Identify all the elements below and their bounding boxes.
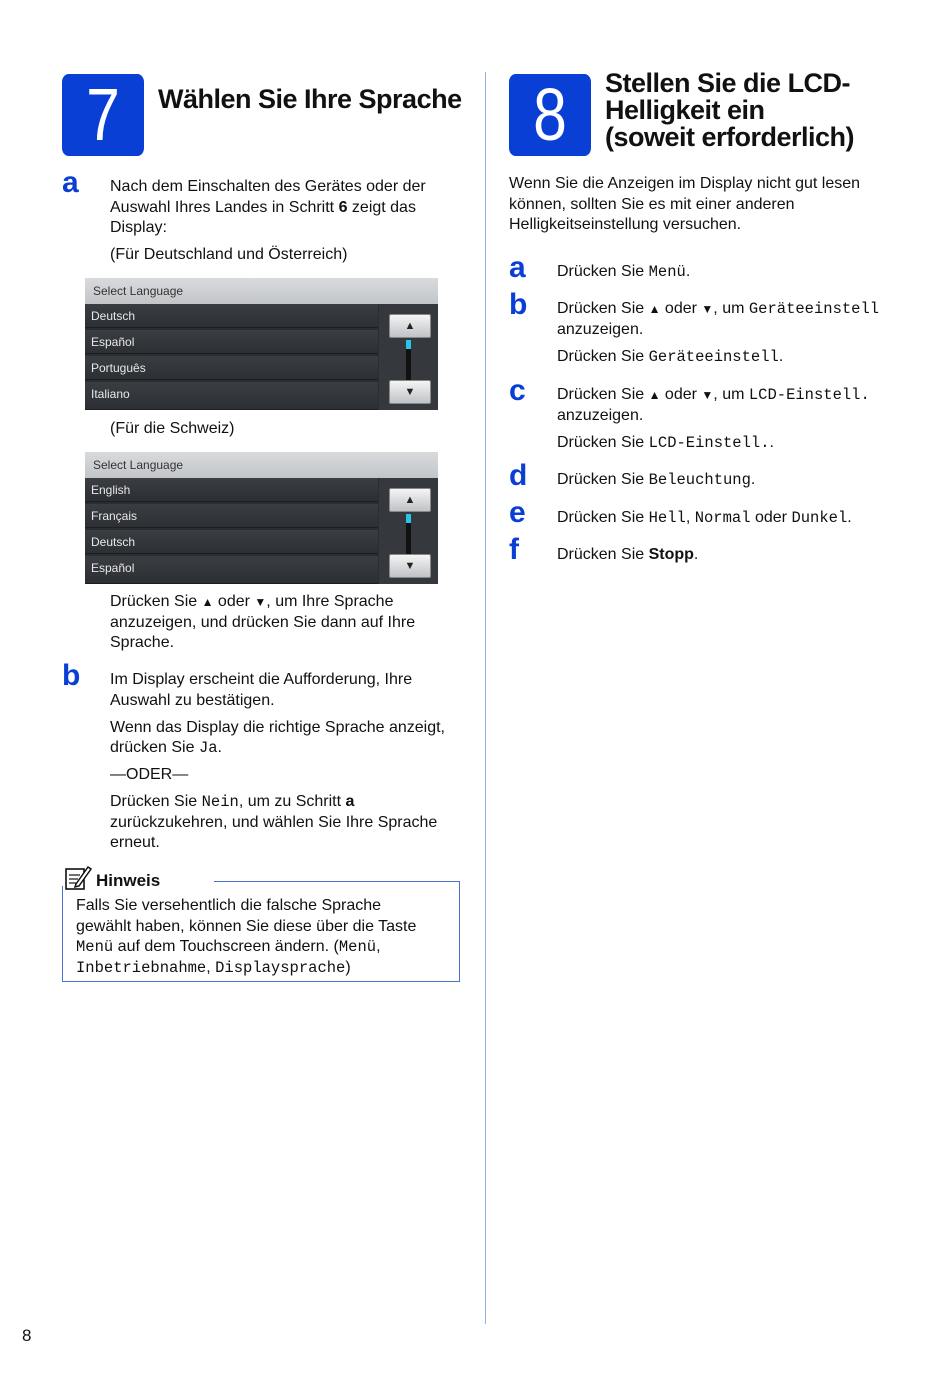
text-span: , um xyxy=(713,386,749,403)
text-line: erneut. xyxy=(110,834,160,851)
lcd-header: Select Language xyxy=(85,278,438,304)
column-divider xyxy=(485,72,486,1324)
text-line: können, sollten Sie es mit einer anderen xyxy=(509,195,795,213)
lcd-key-text: Hell xyxy=(648,509,686,527)
text-span: Drücken Sie xyxy=(557,347,649,365)
text-line: anzuzeigen. xyxy=(557,320,644,338)
step-7a-letter: a xyxy=(62,166,79,199)
lcd-language-item[interactable]: Español xyxy=(85,330,378,354)
step-7-title: Wählen Sie Ihre Sprache xyxy=(158,84,462,114)
title-line: Helligkeit ein xyxy=(605,95,765,125)
down-arrow-icon: ▼ xyxy=(254,595,267,609)
text-span: . xyxy=(217,739,222,756)
step-8-title xyxy=(605,70,854,151)
step-7-number: 7 xyxy=(86,73,120,156)
lcd-key-text: Beleuchtung xyxy=(648,471,751,489)
text-line xyxy=(110,792,475,813)
text-span: oder xyxy=(213,593,255,610)
step-8a-letter: a xyxy=(509,251,526,284)
de-at-label: (Für Deutschland und Österreich) xyxy=(110,246,348,263)
step-8b-letter: b xyxy=(509,288,528,321)
lcd-scrollbar[interactable] xyxy=(406,514,411,554)
lcd-key-text: LCD-Einstell. xyxy=(748,386,870,404)
step-8d-text xyxy=(557,470,755,491)
lcd-header: Select Language xyxy=(85,452,438,478)
text-span: drücken Sie xyxy=(110,739,199,756)
text-line xyxy=(557,385,927,406)
text-line xyxy=(557,433,927,454)
text-span: Drücken Sie xyxy=(557,433,649,451)
up-arrow-icon: ▲ xyxy=(648,302,661,316)
up-arrow-icon: ▲ xyxy=(201,595,214,609)
text-line: gewählt haben, können Sie diese über die Taste xyxy=(76,917,417,935)
text-span: Drücken Sie xyxy=(557,386,649,403)
note-text xyxy=(76,896,456,978)
lcd-scroll-panel xyxy=(379,478,438,584)
step-8a-text xyxy=(557,262,690,283)
step-8e-letter: e xyxy=(509,496,526,529)
text-span: Drücken Sie xyxy=(557,546,649,563)
text-line: Helligkeitseinstellung versuchen. xyxy=(509,216,742,233)
lcd-key-text: Geräteeinstell xyxy=(748,300,880,318)
step-7b-letter: b xyxy=(62,659,81,692)
lcd-key-text: Menü xyxy=(76,938,114,956)
text-span: , um xyxy=(713,300,749,317)
lcd-language-item[interactable]: Español xyxy=(85,556,378,584)
lcd-language-item[interactable]: Italiano xyxy=(85,382,378,410)
note-label: Hinweis xyxy=(96,871,161,890)
text-span: zeigt das xyxy=(347,198,416,216)
text-line xyxy=(110,198,470,219)
lcd-key-text: Geräteeinstell xyxy=(648,347,779,366)
text-span: oder xyxy=(660,300,702,317)
text-line: Wenn das Display die richtige Sprache anzeigt, xyxy=(110,718,445,736)
text-span: . xyxy=(693,546,699,563)
ch-label: (Für die Schweiz) xyxy=(110,420,235,437)
text-span: . xyxy=(778,347,784,365)
lcd-scroll-panel xyxy=(379,304,438,410)
lcd-language-item[interactable]: Português xyxy=(85,356,378,380)
down-arrow-icon: ▼ xyxy=(701,388,714,402)
text-line: Sprache. xyxy=(110,634,175,651)
text-line xyxy=(557,347,927,368)
lcd-key-text: Nein xyxy=(201,793,239,811)
text-line: zurückzukehren, und wählen Sie Ihre Sprache xyxy=(110,813,438,831)
text-line xyxy=(110,738,475,759)
lcd-language-item[interactable]: Deutsch xyxy=(85,304,378,328)
step-ref: a xyxy=(345,793,355,810)
text-span: , um Ihre Sprache xyxy=(266,593,394,610)
down-arrow-icon: ▼ xyxy=(701,302,714,316)
text-line xyxy=(557,299,927,320)
step-8-number-box xyxy=(509,74,591,156)
step-7a-text xyxy=(110,177,470,239)
lcd-language-item[interactable]: English xyxy=(85,478,378,502)
text-span: Drücken Sie xyxy=(557,263,649,280)
text-line: Display: xyxy=(110,219,167,236)
text-span: . xyxy=(847,509,852,526)
text-line: Nach dem Einschalten des Gerätes oder der xyxy=(110,178,426,195)
text-span: , xyxy=(376,938,381,955)
lcd-language-item[interactable]: Deutsch xyxy=(85,530,378,554)
text-span: auf dem Touchscreen ändern. ( xyxy=(113,938,339,955)
step-7b-text xyxy=(110,670,475,854)
title-line: Stellen Sie die LCD- xyxy=(605,68,851,98)
lcd-key-text: Menü xyxy=(648,263,686,281)
lcd-key-text: Displaysprache xyxy=(215,958,346,977)
text-span: Auswahl Ihres Landes in Schritt xyxy=(110,198,339,216)
text-span: . xyxy=(750,471,756,488)
text-span: Drücken Sie xyxy=(110,793,202,810)
page-number: 8 xyxy=(22,1326,32,1345)
step-8d-letter: d xyxy=(509,459,528,492)
step-7a-after-text xyxy=(110,592,470,654)
lcd-key-text: LCD-Einstell. xyxy=(648,433,770,452)
text-line xyxy=(76,958,456,979)
lcd-key-text: Normal xyxy=(694,509,751,527)
text-span: Drücken Sie xyxy=(557,509,649,526)
text-line: anzuzeigen, und drücken Sie dann auf Ihre xyxy=(110,613,416,631)
text-span: Drücken Sie xyxy=(557,300,649,317)
lcd-scrollbar-thumb[interactable] xyxy=(406,514,411,523)
text-line: Falls Sie versehentlich die falsche Sprache xyxy=(76,897,382,914)
text-span: oder xyxy=(750,509,792,526)
text-line: Auswahl zu bestätigen. xyxy=(110,691,275,709)
lcd-screen-de-at xyxy=(85,278,438,410)
text-span: . xyxy=(685,263,691,280)
lcd-scroll-up-button[interactable]: ▲ xyxy=(389,488,431,512)
lcd-scroll-up-button[interactable]: ▲ xyxy=(389,314,431,338)
lcd-screen-ch xyxy=(85,452,438,584)
text-span: . xyxy=(769,433,774,451)
up-arrow-icon: ▲ xyxy=(648,388,661,402)
note-pencil-icon xyxy=(64,864,92,892)
step-ref: 6 xyxy=(338,198,348,216)
text-span: oder xyxy=(660,386,702,403)
lcd-key-text: Ja xyxy=(198,739,218,757)
lcd-key-text: Inbetriebnahme xyxy=(76,958,207,977)
step-7-number-box xyxy=(62,74,144,156)
lcd-scroll-down-button[interactable]: ▼ xyxy=(389,380,431,404)
text-span: , xyxy=(206,958,216,976)
lcd-scrollbar-thumb[interactable] xyxy=(406,340,411,349)
text-span: Drücken Sie xyxy=(557,471,649,488)
text-span: Drücken Sie xyxy=(110,593,202,610)
text-line: Im Display erscheint die Aufforderung, Ihre xyxy=(110,671,413,688)
lcd-key-text: Dunkel xyxy=(791,509,848,527)
title-line: (soweit erforderlich) xyxy=(605,122,855,152)
text-span: , xyxy=(685,509,695,526)
text-line: anzuzeigen. xyxy=(557,406,644,424)
lcd-language-item[interactable]: Français xyxy=(85,504,378,528)
button-name: Stopp xyxy=(648,546,694,563)
step-8-number: 8 xyxy=(533,73,567,156)
step-8c-letter: c xyxy=(509,374,526,407)
lcd-key-text: Menü xyxy=(338,938,377,956)
text-line xyxy=(76,937,456,958)
text-line xyxy=(110,592,470,613)
step-8-intro xyxy=(509,174,919,236)
step-8b-text xyxy=(557,299,927,367)
text-line: Wenn Sie die Anzeigen im Display nicht gut lesen xyxy=(509,175,861,192)
step-8f-text xyxy=(557,545,698,566)
lcd-scroll-down-button[interactable]: ▼ xyxy=(389,554,431,578)
step-8e-text xyxy=(557,508,852,529)
step-8f-letter: f xyxy=(509,533,519,566)
text-span: , um zu Schritt xyxy=(238,793,346,810)
text-span: ) xyxy=(345,958,351,976)
step-8c-text xyxy=(557,385,927,453)
text-line: —ODER— xyxy=(110,766,189,783)
lcd-scrollbar[interactable] xyxy=(406,340,411,380)
